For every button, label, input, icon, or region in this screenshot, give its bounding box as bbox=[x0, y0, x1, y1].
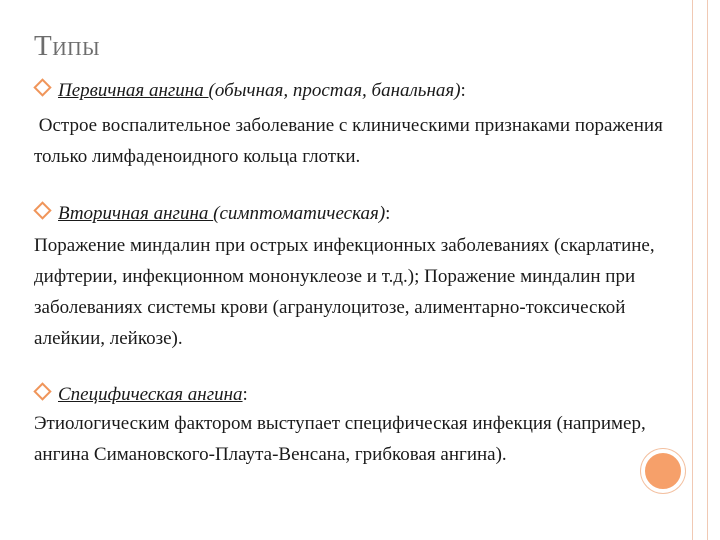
term-label: Первичная ангина bbox=[58, 80, 209, 101]
diamond-bullet-icon bbox=[33, 78, 51, 96]
slide-title: Типы bbox=[34, 30, 101, 62]
term-subtitle: (симптоматическая) bbox=[213, 203, 386, 224]
item-description: Этиологическим фактором выступает специфическая инфекция (например, ангина Симановского-Плаута-Венсана, грибковая ангина). bbox=[34, 413, 646, 465]
item-description: Поражение миндалин при острых инфекционных заболеваниях (скарлатине, дифтерии, инфекционном мононуклеозе и т.д.); Поражение миндалин при заболеваниях системы крови (агранулоцитозе, алиментарно-токсической алейкии, лейкозе). bbox=[34, 235, 655, 349]
item-description: Острое воспалительное заболевание с клиническими признаками поражения только лимфаденоидного кольца глотки. bbox=[34, 115, 668, 167]
term-colon: : bbox=[460, 80, 466, 101]
term-colon: : bbox=[385, 203, 391, 224]
diamond-bullet-icon bbox=[33, 201, 51, 219]
term-label: Вторичная ангина bbox=[58, 203, 214, 224]
bullet-item-primary bbox=[34, 77, 466, 105]
decorative-frame-border bbox=[692, 0, 708, 540]
term-label: Специфическая ангина bbox=[58, 384, 243, 405]
term-colon: : bbox=[242, 384, 248, 405]
diamond-bullet-icon bbox=[33, 382, 51, 400]
bullet-item-specific bbox=[34, 381, 248, 409]
term-subtitle: (обычная, простая, банальная) bbox=[208, 80, 461, 101]
bullet-item-secondary bbox=[34, 200, 390, 228]
